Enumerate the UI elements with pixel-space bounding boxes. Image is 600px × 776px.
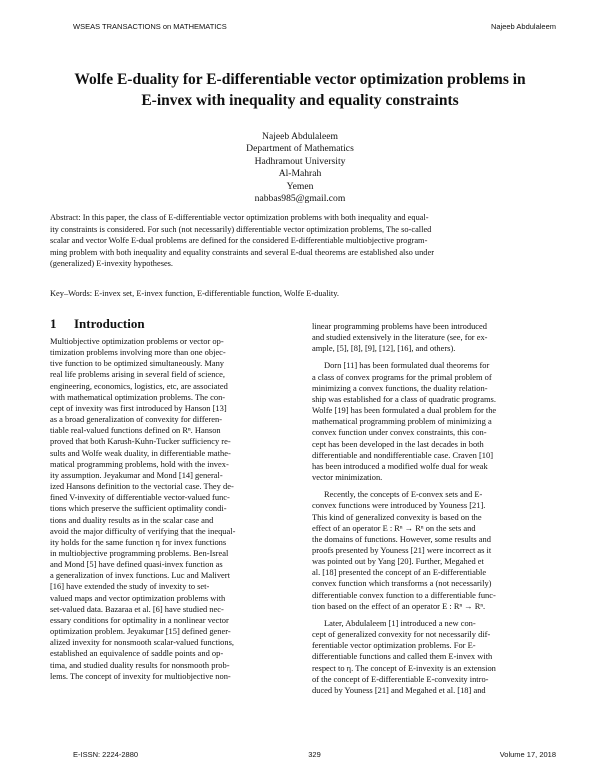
- body-line: linear programming problems have been introduced: [312, 321, 488, 331]
- author-department: Department of Mathematics: [246, 143, 354, 155]
- body-line: engineering, economics, logistics, etc, are associated: [50, 380, 228, 391]
- body-line: vector minimization.: [312, 472, 383, 483]
- body-line: respect to η. The concept of E-invexity is an extension: [312, 662, 496, 673]
- body-line: convex function which transforms a (not necessarily): [312, 578, 492, 589]
- body-line: optimization problem. Jeyakumar [15] defined gener-: [50, 626, 231, 637]
- body-line: al. [18] presented the concept of an E-differentiable: [312, 567, 487, 578]
- paper-title: [40, 69, 560, 111]
- body-line: avoid the major difficulty of verifying that the inequal-: [50, 525, 236, 536]
- footer-issn: E-ISSN: 2224-2880: [73, 750, 139, 759]
- section-heading: [50, 316, 145, 332]
- body-line: of the concept of E-differentiable E-convexity intro-: [312, 673, 489, 684]
- body-line: ity holds for the same function η for invex functions: [50, 536, 227, 547]
- body-line: Wolfe [19] has been formulated a dual problem for the: [312, 405, 497, 416]
- abstract-line: scalar and vector Wolfe E-dual problems are defined for the considered E-differentiable multiobjective program-: [50, 236, 428, 245]
- body-line: tions and duality results as in the scalar case and: [50, 514, 214, 525]
- body-line: timization problems involving more than one objec-: [50, 347, 226, 358]
- body-line: a generalization of invex functions. Luc and Malivert: [50, 570, 230, 581]
- paragraph: [312, 618, 550, 696]
- body-line: real life problems arising in several field of science,: [50, 369, 226, 380]
- author-city: Al-Mahrah: [278, 168, 322, 180]
- body-line: as a broad generalization of convexity for differen-: [50, 414, 223, 425]
- page-number: 329: [308, 750, 321, 759]
- author-university: Hadhramout University: [254, 155, 346, 167]
- paragraph: [312, 489, 550, 612]
- body-line: effect of an operator E : Rⁿ → Rⁿ on the sets and: [312, 522, 476, 533]
- body-line: fined V-invexity of differentiable vector-valued func-: [50, 492, 230, 503]
- keywords: Key–Words: E-invex set, E-invex function, E-differentiable function, Wolfe E-duality.: [50, 289, 339, 298]
- abstract-line: Abstract: In this paper, the class of E-differentiable vector optimization problems with both inequality and equal-: [50, 213, 429, 222]
- body-line: valued maps and vector optimization problems with: [50, 592, 226, 603]
- body-line: with mathematical optimization problems. The con-: [50, 391, 226, 402]
- body-line: essary conditions for optimality in a nonlinear vector: [50, 614, 229, 625]
- left-column: [50, 336, 288, 682]
- body-line: ship was established for a class of quadratic programs.: [312, 393, 496, 404]
- title-line-1: Wolfe E-duality for E-differentiable vector optimization problems in: [74, 71, 526, 88]
- body-line: ferentiable vector optimization problems. For E-: [312, 640, 476, 651]
- body-line: ized Hansons definition to the vectorial case. They de-: [50, 481, 234, 492]
- body-line: differentiable functions and called them E-invex with: [312, 651, 493, 662]
- abstract-line: ming problem with both inequality and equality constraints and several E-dual theorems are established also under: [50, 247, 434, 257]
- body-line: matical programming problems, hold with the invex-: [50, 458, 229, 469]
- author-country: Yemen: [286, 180, 314, 192]
- body-line: mathematical programming problem of minimizing a: [312, 416, 492, 427]
- body-line: cept of generalized convexity for not necessarily dif-: [312, 629, 491, 640]
- body-line: ity assumption. Jeyakumar and Mond [14] general-: [50, 469, 223, 480]
- body-line: duced by Youness [21] and Megahed et al. [18] and: [312, 684, 486, 695]
- body-line: alized invexity for nonsmooth scalar-valued functions,: [50, 637, 234, 648]
- body-line: in multiobjective programming problems. Ben-Isreal: [50, 547, 229, 558]
- body-line: Dorn [11] has been formulated dual theorems for: [324, 360, 490, 371]
- body-line: proofs presented by Youness [21] were incorrect as it: [312, 544, 492, 555]
- body-line: [16] have extended the study of invexity to set-: [50, 581, 210, 592]
- body-line: set-valued data. Bazaraa et al. [6] have studied nec-: [50, 603, 224, 614]
- body-line: tiable real-valued functions defined on Rⁿ. Hanson: [50, 425, 221, 436]
- author-name: Najeeb Abdulaleem: [262, 131, 338, 142]
- paragraph: [312, 360, 550, 483]
- body-line: This kind of generalized convexity is based on the: [312, 511, 482, 522]
- body-line: convex function under convex constraints, this con-: [312, 427, 487, 438]
- body-line: minimizing a convex functions, the duality relation-: [312, 382, 488, 393]
- section-number: 1: [50, 316, 57, 331]
- title-line-2: E-invex with inequality and equality constraints: [141, 92, 459, 109]
- right-column: [312, 321, 550, 696]
- running-head: [73, 22, 556, 34]
- body-line: differentiable convex function to a differentiable func-: [312, 589, 496, 600]
- body-line: ample, [5], [8], [9], [12], [16], and others).: [312, 343, 456, 354]
- body-line: lems. The concept of invexity for multiobjective non-: [50, 670, 231, 681]
- body-line: has been introduced a modified wolfe dual for weak: [312, 460, 488, 471]
- abstract: [50, 212, 550, 270]
- body-line: and studied extensively in the literature (see, for ex-: [312, 332, 488, 343]
- header-author: Najeeb Abdulaleem: [490, 22, 556, 31]
- body-line: cept of invexity was first introduced by Hanson [13]: [50, 402, 227, 413]
- body-line: Multiobjective optimization problems or vector op-: [50, 336, 224, 346]
- body-line: the domains of functions. However, some results and: [312, 533, 491, 544]
- section-title: Introduction: [74, 316, 145, 331]
- body-line: convex functions were introduced by Youness [21].: [312, 500, 486, 511]
- author-block: [150, 131, 450, 205]
- body-line: tions which preserve the sufficient optimality condi-: [50, 503, 227, 514]
- body-line: tion based on the effect of an operator E : Rⁿ → Rⁿ.: [312, 600, 486, 611]
- body-line: sults and Wolfe weak duality, in differentiable mathe-: [50, 447, 231, 458]
- abstract-line: (generalized) E-invexity hypotheses.: [50, 259, 174, 268]
- body-line: cept has been developed in the last decades in both: [312, 438, 484, 449]
- body-line: proved that both Karush-Kuhn-Tucker sufficiency re-: [50, 436, 231, 447]
- author-email[interactable]: nabbas985@gmail.com: [254, 193, 346, 205]
- journal-name: WSEAS TRANSACTIONS on MATHEMATICS: [73, 22, 227, 31]
- footer-volume: Volume 17, 2018: [499, 750, 556, 759]
- body-line: and Mond [5] have defined quasi-invex function as: [50, 559, 223, 570]
- body-line: tima, and studied duality results for nonsmooth prob-: [50, 659, 230, 670]
- page-footer: [73, 750, 556, 762]
- body-line: was pointed out by Yang [20]. Further, Megahed et: [312, 556, 484, 567]
- abstract-line: ity constraints is considered. For such (not necessarily) differentiable vector optimization problems, The so-called: [50, 224, 432, 234]
- paragraph: [312, 321, 550, 354]
- body-line: a class of convex programs for the primal problem of: [312, 371, 492, 382]
- body-line: established an equivalence of saddle points and op-: [50, 648, 224, 659]
- body-line: Later, Abdulaleem [1] introduced a new con-: [324, 617, 476, 628]
- body-line: Recently, the concepts of E-convex sets and E-: [324, 489, 483, 500]
- body-line: differentiable and nondifferentiable case. Craven [10]: [312, 449, 494, 460]
- body-line: tive function to be optimized simultaneously. Many: [50, 358, 225, 369]
